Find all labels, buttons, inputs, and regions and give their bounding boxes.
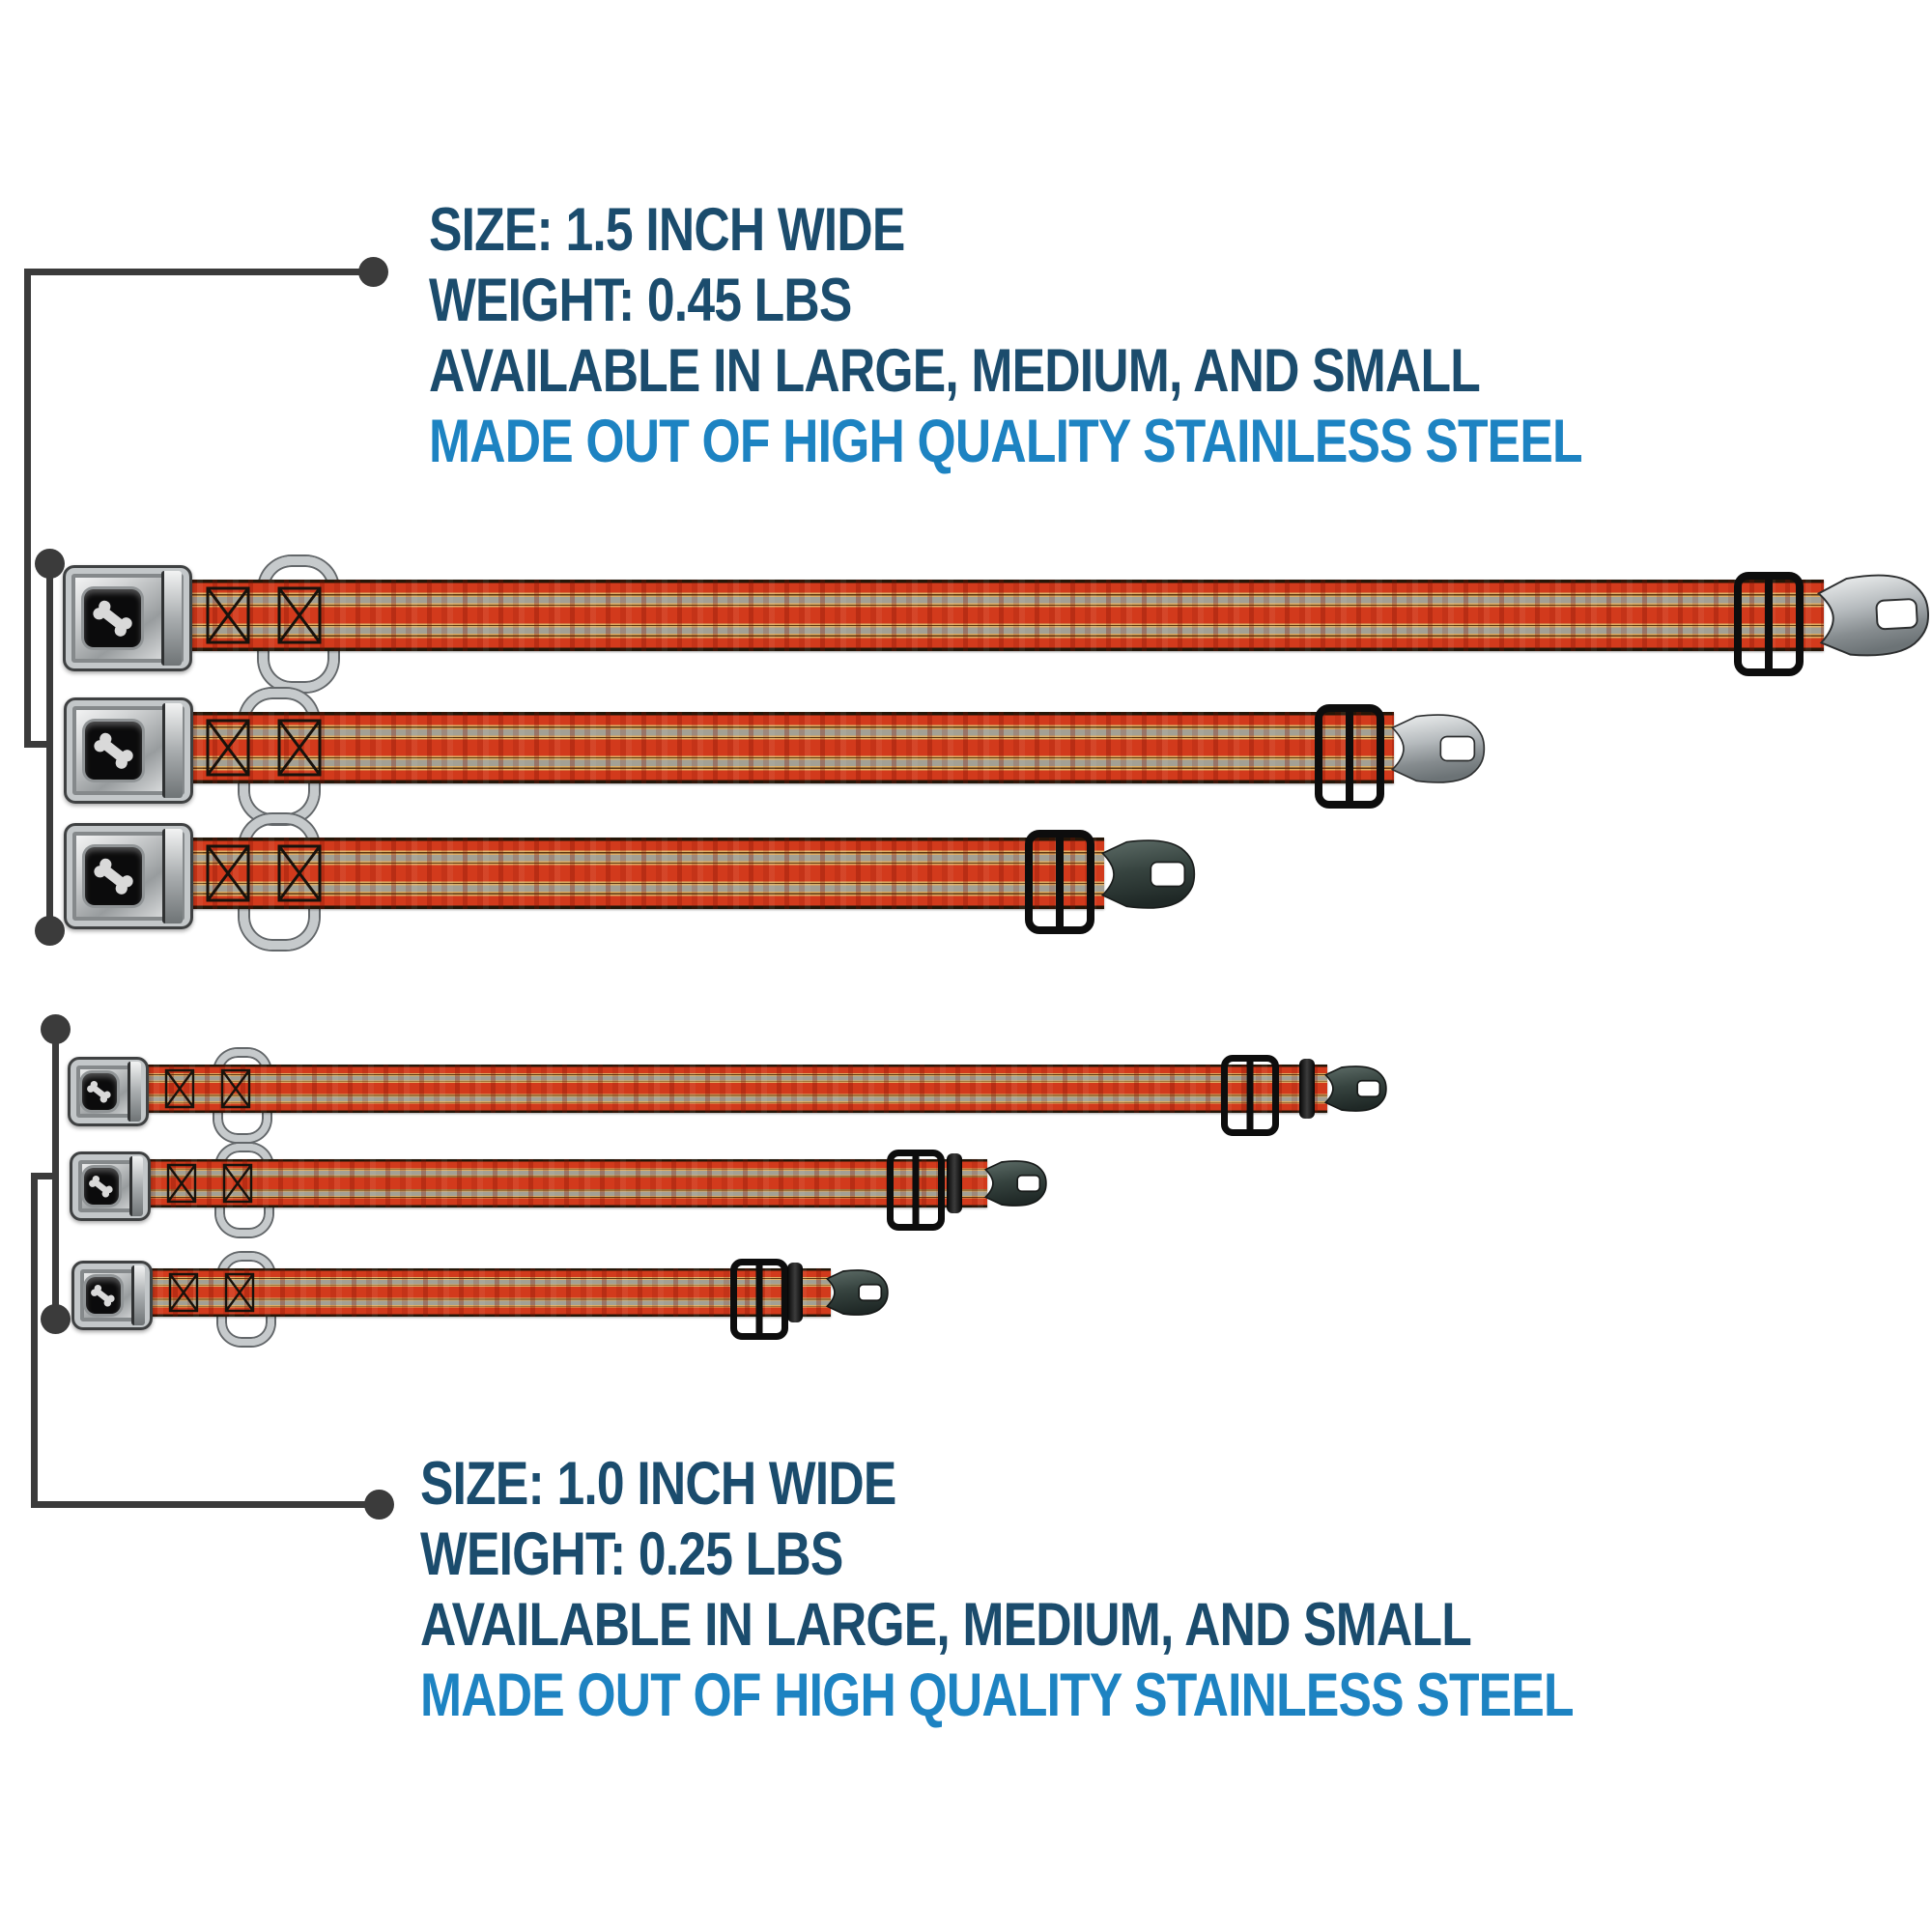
seatbelt-buckle — [64, 823, 193, 929]
strap-slider — [1315, 704, 1384, 809]
x-stitch — [166, 1163, 197, 1204]
connector-line — [31, 1501, 371, 1508]
connector-dot — [364, 1490, 394, 1520]
strap-slider — [1734, 572, 1804, 676]
seatbelt-buckle — [64, 697, 193, 804]
x-stitch — [220, 1068, 251, 1109]
strap-slider — [1025, 830, 1094, 934]
connector-dot — [35, 549, 65, 579]
metal-clamp — [1099, 832, 1196, 917]
metal-clamp — [1323, 1061, 1387, 1117]
buckle-window — [85, 722, 142, 780]
x-stitch — [224, 1272, 255, 1313]
buckle-window — [82, 1073, 117, 1110]
x-stitch — [222, 1163, 253, 1204]
bone-icon — [81, 1073, 118, 1109]
x-stitch — [205, 585, 251, 645]
seatbelt-buckle — [71, 1261, 153, 1330]
spec-weight-line: WEIGHT: 0.25 LBS — [420, 1520, 843, 1588]
collar-strap — [133, 1065, 1327, 1113]
collar-strap — [135, 1159, 987, 1208]
connector-line — [24, 269, 31, 748]
seatbelt-buckle — [63, 565, 192, 671]
strap-keeper — [947, 1153, 962, 1213]
connector-dot — [358, 257, 388, 287]
x-stitch — [168, 1272, 199, 1313]
connector-line — [31, 1173, 38, 1508]
x-stitch — [276, 585, 323, 645]
buckle-latch — [161, 571, 182, 666]
buckle-latch — [162, 703, 183, 798]
buckle-latch — [162, 829, 183, 923]
bone-icon — [84, 847, 143, 904]
buckle-latch — [128, 1062, 141, 1122]
x-stitch — [276, 843, 323, 903]
bone-icon — [84, 722, 143, 779]
buckle-window — [85, 847, 142, 905]
x-stitch — [205, 843, 251, 903]
spec-sizes-line: AVAILABLE IN LARGE, MEDIUM, AND SMALL — [429, 337, 1480, 405]
collar-strap — [177, 712, 1394, 783]
bone-icon — [85, 1277, 122, 1313]
collar-strap — [177, 580, 1824, 651]
strap-slider — [730, 1259, 788, 1340]
metal-clamp — [825, 1264, 889, 1321]
metal-clamp — [1389, 706, 1486, 791]
seatbelt-buckle — [68, 1057, 149, 1126]
bone-icon — [83, 589, 142, 646]
spec-material-line: MADE OUT OF HIGH QUALITY STAINLESS STEEL — [429, 408, 1582, 475]
spec-sizes-line: AVAILABLE IN LARGE, MEDIUM, AND SMALL — [420, 1591, 1471, 1659]
buckle-window — [84, 1168, 119, 1205]
strap-keeper — [1299, 1059, 1315, 1119]
spec-size-line: SIZE: 1.5 INCH WIDE — [429, 196, 905, 264]
spec-block-1-0in — [420, 1449, 1827, 1731]
seatbelt-buckle — [70, 1151, 151, 1221]
x-stitch — [205, 718, 251, 778]
strap-slider — [887, 1150, 945, 1231]
spec-block-1-5in — [429, 195, 1835, 477]
connector-dot — [35, 916, 65, 946]
buckle-latch — [129, 1156, 143, 1216]
spec-weight-line: WEIGHT: 0.45 LBS — [429, 267, 852, 334]
connector-dot — [41, 1304, 71, 1334]
strap-keeper — [787, 1263, 803, 1322]
buckle-window — [86, 1277, 121, 1314]
buckle-latch — [131, 1265, 145, 1325]
spec-material-line: MADE OUT OF HIGH QUALITY STAINLESS STEEL — [420, 1662, 1574, 1729]
bone-icon — [83, 1168, 120, 1204]
buckle-window — [84, 589, 141, 647]
connector-line — [46, 563, 53, 935]
connector-line — [24, 269, 364, 275]
metal-clamp — [1814, 569, 1932, 662]
metal-clamp — [983, 1155, 1047, 1211]
x-stitch — [164, 1068, 195, 1109]
spec-size-line: SIZE: 1.0 INCH WIDE — [420, 1450, 896, 1518]
strap-slider — [1221, 1055, 1279, 1136]
x-stitch — [276, 718, 323, 778]
